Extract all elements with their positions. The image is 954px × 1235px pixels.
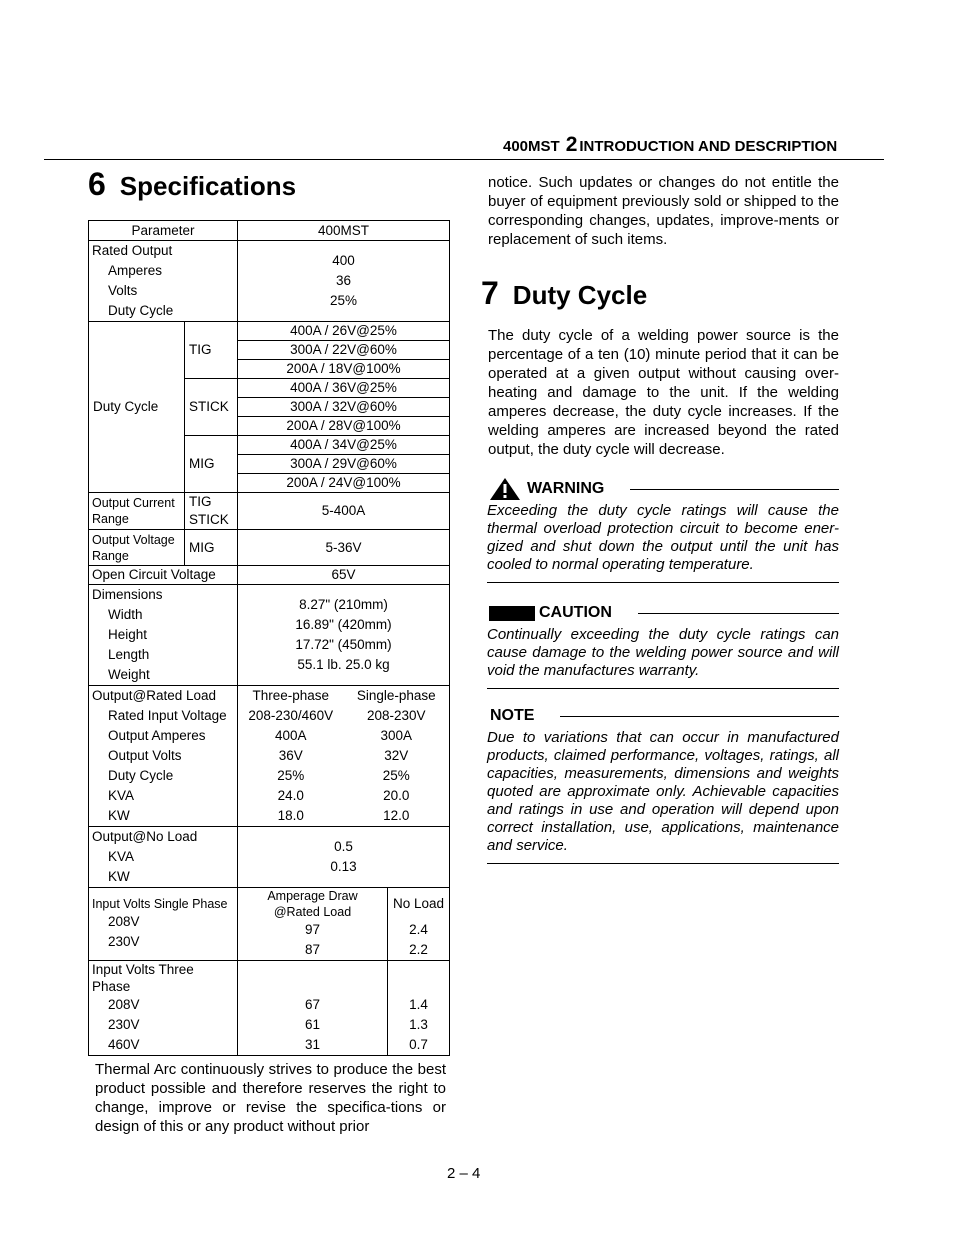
single-value: 208-230V [366, 708, 426, 723]
item-rated-input-voltage: Rated Input Voltage [108, 708, 227, 723]
warning-box [487, 478, 839, 583]
noload-value: 2.4 [409, 922, 428, 937]
table-row [89, 322, 450, 341]
value-kva: 0.5 [334, 839, 353, 854]
value-height: 16.89" (420mm) [295, 617, 392, 632]
item-kva: KVA [108, 788, 135, 803]
table-row-single-phase [89, 888, 450, 961]
duty-cycle-paragraph: The duty cycle of a welding power source is the percentage of a ten (10) minute period that it can be operated at a given output without causing over-heating and damage to the unit. If the welding amperes decrease, the duty cycle increases. If the welding amperes are increased beyond the rated output, the duty cycle will decrease. [488, 327, 839, 458]
output-voltage-label: Output Voltage Range [89, 530, 185, 566]
warning-text: Exceeding the duty cycle ratings will cause the thermal overload protection circuit to become ener-gized and shut down the output until the unit has cooled to normal operating temperature. [487, 502, 839, 573]
mig-value: 300A / 29V@60% [238, 455, 450, 474]
single-value: 300A [380, 728, 413, 743]
section-number: 6 [88, 166, 106, 202]
noload-value: 1.4 [409, 997, 428, 1012]
mig-label: MIG [185, 436, 238, 493]
item-amperes: Amperes [108, 263, 163, 278]
table-row-dimensions [89, 585, 450, 686]
col-head-single-phase: Single-phase [356, 688, 436, 703]
note-bottom-rule [487, 863, 839, 864]
ocv-label: Open Circuit Voltage [89, 566, 238, 585]
section-7-heading [481, 275, 647, 312]
caution-box [487, 602, 839, 689]
warning-rule [630, 489, 839, 490]
rated-load-label: Output@Rated Load [92, 688, 217, 703]
single-value: 25% [382, 768, 410, 783]
left-paragraph: Thermal Arc continuously strives to produce the best product possible and therefore reserves the right to change, improve or revise the specifica-tions or design of this or any product without prior [95, 1061, 446, 1135]
item-208v: 208V [108, 997, 140, 1012]
item-230v: 230V [108, 934, 140, 949]
proc-mig: MIG [185, 530, 238, 566]
stick-label: STICK [185, 379, 238, 436]
stick-value: 200A / 28V@100% [238, 417, 450, 436]
tig-label: TIG [185, 322, 238, 379]
running-header [503, 133, 837, 157]
section-number: 7 [481, 275, 499, 311]
caution-bottom-rule [487, 688, 839, 689]
header-rule [44, 159, 884, 160]
col-head-three-phase: Three-phase [252, 688, 330, 703]
item-volts: Volts [108, 283, 138, 298]
table-header-row [89, 221, 450, 241]
value-duty-cycle: 25% [329, 293, 358, 308]
draw-value: 31 [304, 1037, 321, 1052]
item-output-amperes: Output Amperes [108, 728, 206, 743]
tig-value: 200A / 18V@100% [238, 360, 450, 379]
proc-tig: TIG [189, 494, 212, 509]
value-length: 17.72" (450mm) [295, 637, 392, 652]
caution-text: Continually exceeding the duty cycle ratings can cause damage to the welding power source and will void the manufactures warranty. [487, 626, 839, 679]
single-value: 32V [384, 748, 409, 763]
item-duty-cycle: Duty Cycle [108, 303, 174, 318]
note-title: NOTE [490, 707, 535, 724]
warning-title: WARNING [527, 480, 605, 497]
note-text: Due to variations that can occur in manufactured products, claimed performance, voltages, ratings, all capacities, measurements, dimensions and weights quoted are approximate only. Achievable capacities and ratings in use and operation will depend upon correct installation, use, applications, maintenance and service. [487, 729, 839, 854]
noload-value: 1.3 [409, 1017, 428, 1032]
item-height: Height [108, 627, 148, 642]
draw-value: 61 [304, 1017, 321, 1032]
output-current-value: 5-400A [238, 493, 450, 530]
item-duty-cycle: Duty Cycle [108, 768, 174, 783]
no-load-head: No Load [392, 896, 445, 911]
mig-value: 200A / 24V@100% [238, 474, 450, 493]
single-value: 12.0 [383, 808, 410, 823]
section-title: Specifications [119, 171, 297, 201]
draw-value: 97 [304, 922, 321, 937]
output-voltage-value: 5-36V [238, 530, 450, 566]
note-rule [560, 716, 839, 717]
draw-value: 87 [304, 942, 321, 957]
single-value: 20.0 [383, 788, 410, 803]
three-value: 24.0 [277, 788, 304, 803]
three-phase-label: Input Volts Three Phase [92, 962, 194, 994]
dimensions-label: Dimensions [92, 587, 163, 602]
noload-value: 0.7 [409, 1037, 428, 1052]
stick-value: 300A / 32V@60% [238, 398, 450, 417]
item-weight: Weight [108, 667, 150, 682]
output-current-label: Output Current Range [89, 493, 185, 530]
duty-cycle-label: Duty Cycle [89, 322, 185, 493]
item-208v: 208V [108, 914, 140, 929]
three-value: 18.0 [277, 808, 304, 823]
tig-value: 400A / 26V@25% [238, 322, 450, 341]
caution-title: CAUTION [539, 604, 612, 621]
item-kva: KVA [108, 849, 135, 864]
item-kw: KW [108, 869, 130, 884]
section-title: Duty Cycle [512, 280, 648, 310]
note-box [487, 705, 839, 864]
item-length: Length [108, 647, 150, 662]
ocv-value: 65V [238, 566, 450, 585]
specifications-table [88, 220, 450, 1056]
table-row-rated-output [89, 241, 450, 322]
amperage-draw-head: Amperage Draw @Rated Load [267, 889, 358, 919]
value-volts: 36 [335, 273, 352, 288]
table-row-output-current [89, 493, 450, 530]
rated-output-label: Rated Output [92, 243, 173, 258]
three-value: 208-230/460V [248, 708, 334, 723]
header-parameter: Parameter [89, 221, 238, 241]
item-output-volts: Output Volts [108, 748, 182, 763]
table-row-output-voltage [89, 530, 450, 566]
warning-icon [489, 477, 521, 501]
draw-value: 67 [304, 997, 321, 1012]
table-row-rated-load [89, 686, 450, 827]
section-6-heading [88, 166, 296, 203]
item-460v: 460V [108, 1037, 140, 1052]
mig-value: 400A / 34V@25% [238, 436, 450, 455]
table-row-three-phase [89, 961, 450, 1056]
single-phase-label: Input Volts Single Phase [92, 897, 228, 911]
no-load-label: Output@No Load [92, 829, 198, 844]
tig-value: 300A / 22V@60% [238, 341, 450, 360]
warning-bottom-rule [487, 582, 839, 583]
header-chapter-title: INTRODUCTION AND DESCRIPTION [579, 138, 838, 155]
right-paragraph: notice. Such updates or changes do not entitle the buyer of equipment previously sold or shipped to the corresponding changes, updates, improve-ments or replacement of such items. [488, 174, 839, 248]
value-width: 8.27" (210mm) [299, 597, 388, 612]
stick-value: 400A / 36V@25% [238, 379, 450, 398]
header-model: 400MST [503, 138, 560, 155]
header-chapter-number: 2 [565, 133, 578, 156]
table-row-ocv [89, 566, 450, 585]
header-model: 400MST [238, 221, 450, 241]
three-value: 400A [274, 728, 307, 743]
three-value: 36V [278, 748, 303, 763]
caution-rule [638, 613, 839, 614]
item-width: Width [108, 607, 143, 622]
noload-value: 2.2 [409, 942, 428, 957]
table-row-no-load [89, 827, 450, 888]
three-value: 25% [277, 768, 305, 783]
value-kw: 0.13 [330, 859, 357, 874]
caution-bar-icon [489, 606, 535, 621]
proc-stick: STICK [189, 512, 229, 527]
value-weight: 55.1 lb. 25.0 kg [297, 657, 390, 672]
item-230v: 230V [108, 1017, 140, 1032]
value-amperes: 400 [332, 253, 355, 268]
page-number: 2 – 4 [447, 1165, 481, 1182]
item-kw: KW [108, 808, 130, 823]
